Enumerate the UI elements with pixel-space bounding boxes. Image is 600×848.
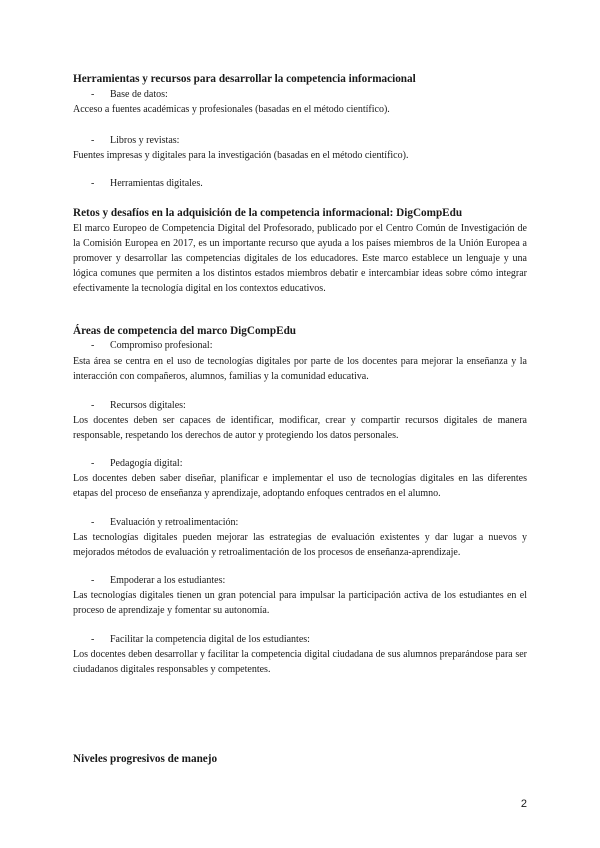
paragraph: Fuentes impresas y digitales para la investigación (basadas en el método científico). <box>73 150 409 161</box>
bullet-item: - Pedagogía digital: <box>91 458 183 469</box>
bullet-item: - Base de datos: <box>91 89 168 100</box>
page-number: 2 <box>520 798 527 810</box>
paragraph: Acceso a fuentes académicas y profesionales (basadas en el método científico). <box>73 104 390 115</box>
bullet-item: - Recursos digitales: <box>91 400 186 411</box>
bullet-item: - Facilitar la competencia digital de los estudiantes: <box>91 634 310 645</box>
bullet-item: - Herramientas digitales. <box>91 178 203 189</box>
paragraph: Las tecnologías digitales pueden mejorar las estrategias de evaluación existentes y dar lugar a nuevos y mejorados métodos de evaluación y retroalimentación de los procesos de enseñanza-aprendizaje. <box>73 532 527 558</box>
heading-niveles: Niveles progresivos de manejo <box>73 753 218 765</box>
bullet-item: - Compromiso profesional: <box>91 340 213 351</box>
paragraph: Los docentes deben desarrollar y facilitar la competencia digital ciudadana de sus alumnos preparándose para ser ciudadanos digitales responsables y competentes. <box>73 649 527 675</box>
heading-herramientas: Herramientas y recursos para desarrollar la competencia informacional <box>73 73 416 85</box>
bullet-item: - Evaluación y retroalimentación: <box>91 517 239 528</box>
paragraph: Las tecnologías digitales tienen un gran potencial para impulsar la participación activa de los estudiantes en el proceso de aprendizaje y fomentar su autonomía. <box>73 590 527 616</box>
heading-retos: Retos y desafíos en la adquisición de la competencia informacional: DigCompEdu <box>73 207 463 219</box>
paragraph: Los docentes deben saber diseñar, planificar e implementar el uso de tecnologías digitales en las diferentes etapas del proceso de enseñanza y aprendizaje, adoptando enfoques centrados en el alumno. <box>73 473 527 499</box>
paragraph: Los docentes deben ser capaces de identificar, modificar, crear y compartir recursos digitales de manera responsable, respetando los derechos de autor y protegiendo los datos personales. <box>73 415 527 441</box>
bullet-item: - Empoderar a los estudiantes: <box>91 575 226 586</box>
heading-areas: Áreas de competencia del marco DigCompEdu <box>73 325 297 337</box>
paragraph: Esta área se centra en el uso de tecnologías digitales por parte de los docentes para mejorar la enseñanza y la interacción con compañeros, alumnos, familias y la comunidad educativa. <box>73 356 527 382</box>
bullet-item: - Libros y revistas: <box>91 135 180 146</box>
paragraph: El marco Europeo de Competencia Digital del Profesorado, publicado por el Centro Común de Investigación de la Comisión Europea en 2017, es un importante recurso que ayuda a los países miembros de la Unión Europea a promover y desarrollar las competencias digitales de los educadores. Este marco establece un lenguaje y una lógica comunes que permiten a los distintos estados miembros debatir e intercambiar ideas sobre cómo integrar efectivamente la tecnología digital en los contextos educativos. <box>73 223 527 294</box>
